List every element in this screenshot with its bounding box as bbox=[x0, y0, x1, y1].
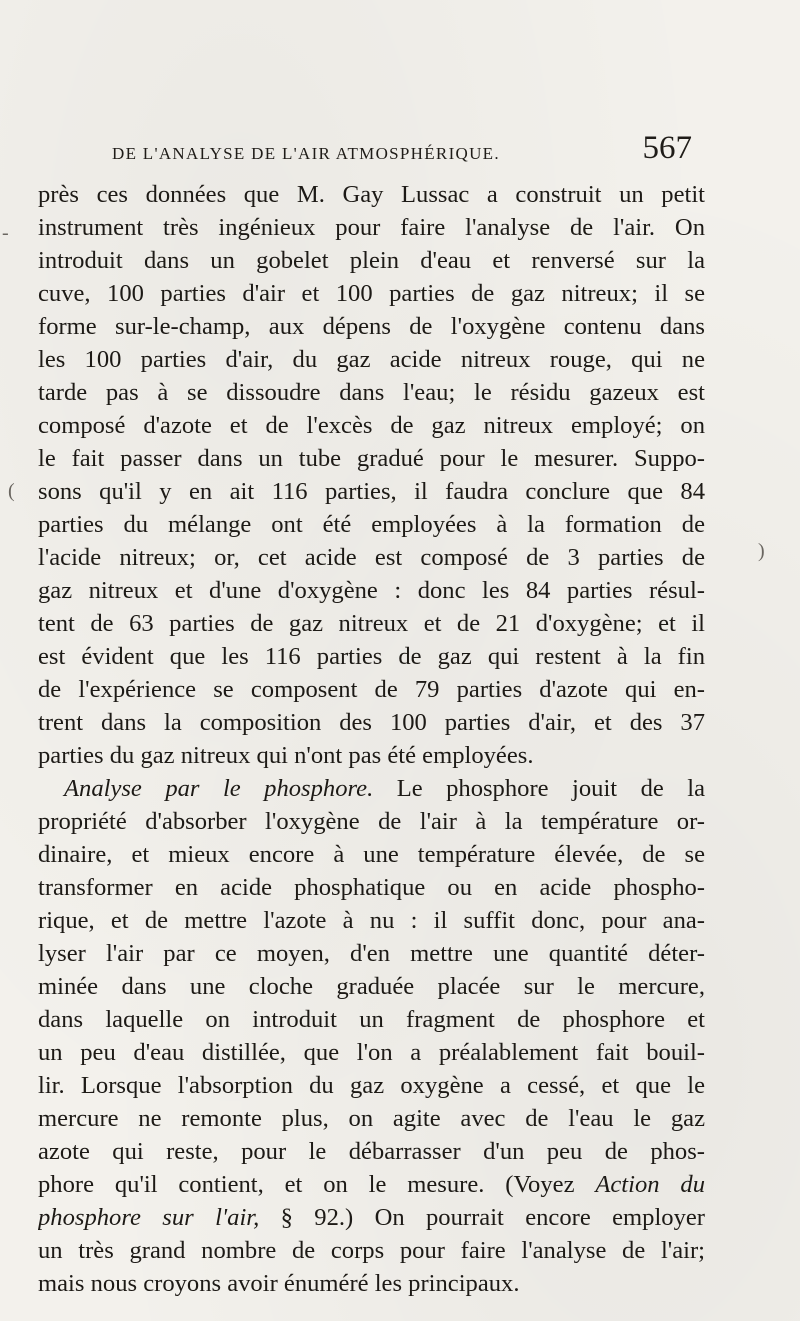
text-line bbox=[38, 607, 705, 640]
text-segment: mais nous croyons avoir énuméré les principaux. bbox=[38, 1270, 520, 1297]
text-line bbox=[38, 310, 705, 343]
text-segment: cuve, 100 parties d'air et 100 parties de gaz nitreux; il se bbox=[38, 280, 705, 307]
text-segment: transformer en acide phosphatique ou en acide phospho- bbox=[38, 874, 705, 901]
text-segment: phore qu'il contient, et on le mesure. (Voyez bbox=[38, 1171, 596, 1198]
text-line bbox=[38, 1201, 705, 1234]
text-line bbox=[38, 673, 705, 706]
italic-text: Action du bbox=[595, 1171, 705, 1198]
text-line bbox=[38, 1036, 705, 1069]
text-line bbox=[38, 970, 705, 1003]
text-line bbox=[38, 1168, 705, 1201]
text-line bbox=[38, 871, 705, 904]
text-line bbox=[38, 739, 705, 772]
text-line bbox=[38, 1267, 705, 1300]
text-line bbox=[38, 1135, 705, 1168]
margin-mark: - bbox=[2, 222, 9, 244]
text-line bbox=[38, 772, 705, 805]
text-line bbox=[38, 937, 705, 970]
text-line bbox=[38, 904, 705, 937]
text-line bbox=[38, 1069, 705, 1102]
text-line bbox=[38, 409, 705, 442]
running-title: DE L'ANALYSE DE L'AIR ATMOSPHÉRIQUE. bbox=[112, 144, 500, 163]
text-segment: Le phosphore jouit de la bbox=[373, 775, 705, 802]
text-segment: parties du gaz nitreux qui n'ont pas été employées. bbox=[38, 742, 534, 769]
text-segment: forme sur-le-champ, aux dépens de l'oxygène contenu dans bbox=[38, 313, 705, 340]
text-segment: le fait passer dans un tube gradué pour le mesurer. Suppo- bbox=[38, 445, 705, 472]
page-number: 567 bbox=[642, 130, 692, 166]
text-segment: près ces données que M. Gay Lussac a construit un petit bbox=[38, 181, 705, 208]
text-segment: est évident que les 116 parties de gaz qui restent à la fin bbox=[38, 643, 705, 670]
text-line bbox=[38, 376, 705, 409]
text-line bbox=[38, 805, 705, 838]
text-line bbox=[38, 1102, 705, 1135]
text-line bbox=[38, 706, 705, 739]
text-segment: sons qu'il y en ait 116 parties, il faudra conclure que 84 bbox=[38, 478, 705, 505]
text-segment: tarde pas à se dissoudre dans l'eau; le résidu gazeux est bbox=[38, 379, 705, 406]
text-segment: parties du mélange ont été employées à la formation de bbox=[38, 511, 705, 538]
text-line bbox=[38, 508, 705, 541]
text-line bbox=[38, 343, 705, 376]
text-segment: azote qui reste, pour le débarrasser d'un peu de phos- bbox=[38, 1138, 705, 1165]
text-segment: trent dans la composition des 100 parties d'air, et des 37 bbox=[38, 709, 705, 736]
italic-text: phosphore sur l'air, bbox=[38, 1204, 260, 1231]
text-segment: dans laquelle on introduit un fragment de phosphore et bbox=[38, 1006, 705, 1033]
text-segment: un peu d'eau distillée, que l'on a préalablement fait bouil- bbox=[38, 1039, 705, 1066]
margin-mark: ) bbox=[758, 540, 765, 562]
page-header bbox=[112, 130, 692, 176]
text-line bbox=[38, 178, 705, 211]
text-segment: mercure ne remonte plus, on agite avec de l'eau le gaz bbox=[38, 1105, 705, 1132]
text-segment: minée dans une cloche graduée placée sur le mercure, bbox=[38, 973, 705, 1000]
text-line bbox=[38, 1234, 705, 1267]
text-segment: instrument très ingénieux pour faire l'analyse de l'air. On bbox=[38, 214, 705, 241]
text-line bbox=[38, 640, 705, 673]
text-segment: de l'expérience se composent de 79 parties d'azote qui en- bbox=[38, 676, 705, 703]
text-segment: lir. Lorsque l'absorption du gaz oxygène a cessé, et que le bbox=[38, 1072, 705, 1099]
text-segment: lyser l'air par ce moyen, d'en mettre une quantité déter- bbox=[38, 940, 705, 967]
text-line bbox=[38, 442, 705, 475]
italic-text: Analyse par le phosphore. bbox=[64, 775, 374, 802]
text-segment: un très grand nombre de corps pour faire l'analyse de l'air; bbox=[38, 1237, 705, 1264]
text-segment: § 92.) On pourrait encore employer bbox=[259, 1204, 705, 1231]
text-line bbox=[38, 277, 705, 310]
text-line bbox=[38, 541, 705, 574]
text-segment: l'acide nitreux; or, cet acide est composé de 3 parties de bbox=[38, 544, 705, 571]
margin-mark: ( bbox=[8, 480, 15, 502]
text-line bbox=[38, 211, 705, 244]
text-segment: dinaire, et mieux encore à une température élevée, de se bbox=[38, 841, 705, 868]
text-segment: les 100 parties d'air, du gaz acide nitreux rouge, qui ne bbox=[38, 346, 705, 373]
text-line bbox=[38, 244, 705, 277]
text-segment: rique, et de mettre l'azote à nu : il suffit donc, pour ana- bbox=[38, 907, 705, 934]
text-segment: composé d'azote et de l'excès de gaz nitreux employé; on bbox=[38, 412, 705, 439]
text-line bbox=[38, 574, 705, 607]
text-segment: propriété d'absorber l'oxygène de l'air à la température or- bbox=[38, 808, 705, 835]
body-text bbox=[38, 178, 705, 1300]
text-line bbox=[38, 1003, 705, 1036]
text-line bbox=[38, 475, 705, 508]
text-line bbox=[38, 838, 705, 871]
text-segment: tent de 63 parties de gaz nitreux et de 21 d'oxygène; et il bbox=[38, 610, 705, 637]
text-segment: introduit dans un gobelet plein d'eau et renversé sur la bbox=[38, 247, 705, 274]
text-segment: gaz nitreux et d'une d'oxygène : donc les 84 parties résul- bbox=[38, 577, 705, 604]
